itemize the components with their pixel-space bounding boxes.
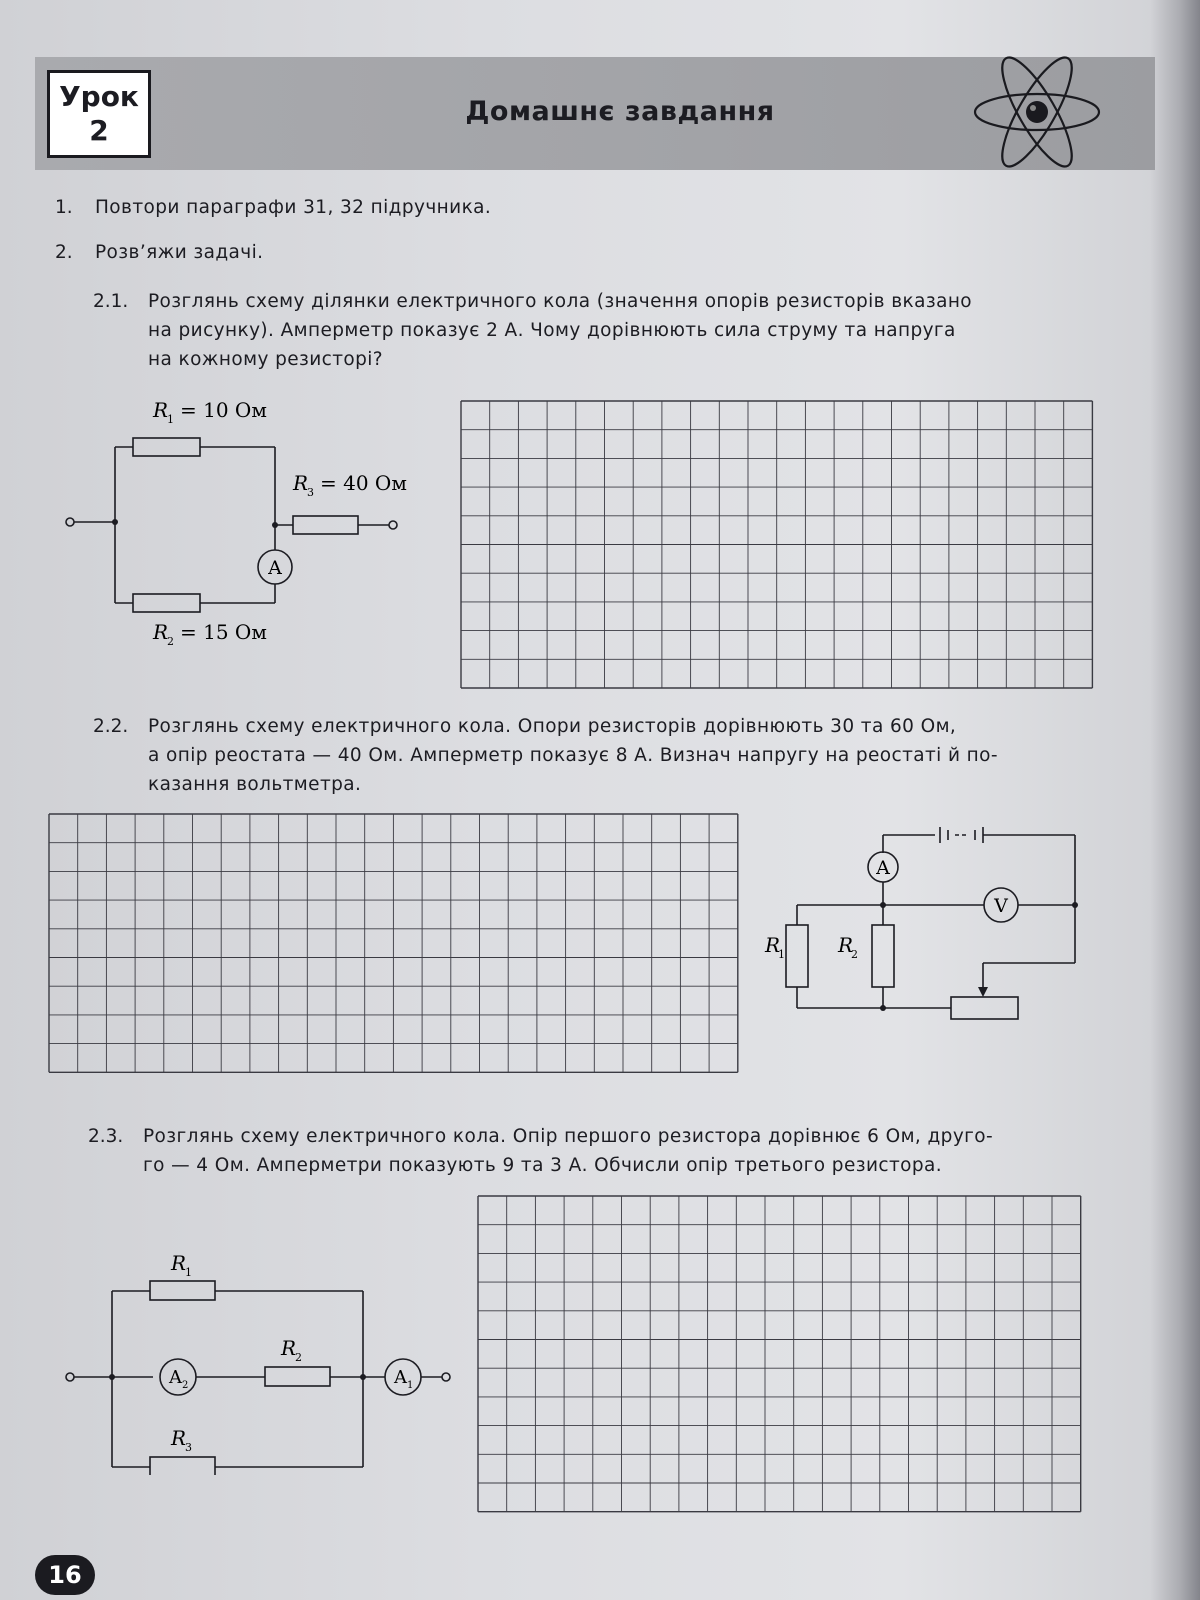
r2-subscript: 2 xyxy=(295,1351,302,1364)
page-title: Домашнє завдання xyxy=(465,96,775,127)
r2-value: = 15 Ом xyxy=(180,620,267,644)
r1-label: R xyxy=(153,398,169,422)
problem-2-2-line-3: казання вольтметра. xyxy=(148,774,362,795)
ammeter-label: A xyxy=(876,857,890,879)
problem-2-1-number: 2.1. xyxy=(93,291,129,312)
problem-2-2-number: 2.2. xyxy=(93,716,129,737)
task-1-text: Повтори параграфи 31, 32 підручника. xyxy=(95,197,492,218)
task-2-text: Розв’яжи задачі. xyxy=(95,242,264,263)
task-1-number: 1. xyxy=(55,197,73,218)
problem-2-3-line-2: го — 4 Ом. Амперметри показують 9 та 3 А. Обчисли опір третього резистора. xyxy=(143,1155,943,1176)
lesson-word: Урок xyxy=(59,80,139,113)
a2-label: A xyxy=(169,1367,182,1388)
voltmeter-label: V xyxy=(994,895,1008,917)
r2-label: R xyxy=(153,620,169,644)
rheostat xyxy=(951,997,1018,1019)
answer-grid-2-3 xyxy=(477,1195,1087,1513)
r2-label: R xyxy=(838,933,854,957)
page-binding-shadow xyxy=(1150,0,1200,1600)
ammeter-label: A xyxy=(268,557,282,579)
atom-icon xyxy=(965,52,1110,172)
answer-grid-2-2 xyxy=(48,813,743,1100)
resistor-r2 xyxy=(133,594,200,612)
r1-label: R xyxy=(765,933,781,957)
task-2-number: 2. xyxy=(55,242,73,263)
r3-subscript: 3 xyxy=(307,486,314,499)
problem-2-1-line-1: Розглянь схему ділянки електричного кола (значення опорів резисторів вказано xyxy=(148,291,973,312)
circuit-2-2 xyxy=(755,815,1095,1040)
problem-2-3-number: 2.3. xyxy=(88,1126,124,1147)
r1-subscript: 1 xyxy=(167,413,174,426)
r3-value: = 40 Ом xyxy=(320,471,407,495)
resistor-r2 xyxy=(872,925,894,987)
r1-label: R xyxy=(171,1251,187,1275)
circuit-2-3 xyxy=(55,1235,475,1475)
r2-label: R xyxy=(281,1336,297,1360)
r3-subscript: 3 xyxy=(185,1441,192,1454)
problem-2-3-line-1: Розглянь схему електричного кола. Опір першого резистора дорівнює 6 Ом, друго- xyxy=(143,1126,994,1147)
r2-subscript: 2 xyxy=(167,635,174,648)
problem-2-1-line-2: на рисунку). Амперметр показує 2 А. Чому дорівнюють сила струму та напруга xyxy=(148,320,956,341)
a1-subscript: 1 xyxy=(407,1380,414,1391)
lesson-badge xyxy=(47,70,151,158)
r1-value: = 10 Ом xyxy=(180,398,267,422)
lesson-number: 2 xyxy=(89,114,109,147)
resistor-r1 xyxy=(133,438,200,456)
resistor-r2 xyxy=(265,1367,330,1386)
a1-label: A xyxy=(394,1367,407,1388)
r3-label: R xyxy=(171,1426,187,1450)
resistor-r1 xyxy=(150,1281,215,1300)
resistor-r1 xyxy=(786,925,808,987)
answer-grid-2-1 xyxy=(460,400,1100,695)
problem-2-2-line-2: а опір реостата — 40 Ом. Амперметр показує 8 А. Визнач напругу на реостаті й по- xyxy=(148,745,998,766)
a2-subscript: 2 xyxy=(182,1380,189,1391)
page-number: 16 xyxy=(35,1555,95,1595)
problem-2-1-line-3: на кожному резисторі? xyxy=(148,349,384,370)
circuit-2-1 xyxy=(55,390,435,665)
problem-2-2-line-1: Розглянь схему електричного кола. Опори резисторів дорівнюють 30 та 60 Ом, xyxy=(148,716,957,737)
resistor-r3 xyxy=(293,516,358,534)
r3-label: R xyxy=(293,471,309,495)
r2-subscript: 2 xyxy=(851,948,858,961)
r1-subscript: 1 xyxy=(778,948,785,961)
r1-subscript: 1 xyxy=(185,1266,192,1279)
resistor-r3 xyxy=(150,1457,215,1475)
